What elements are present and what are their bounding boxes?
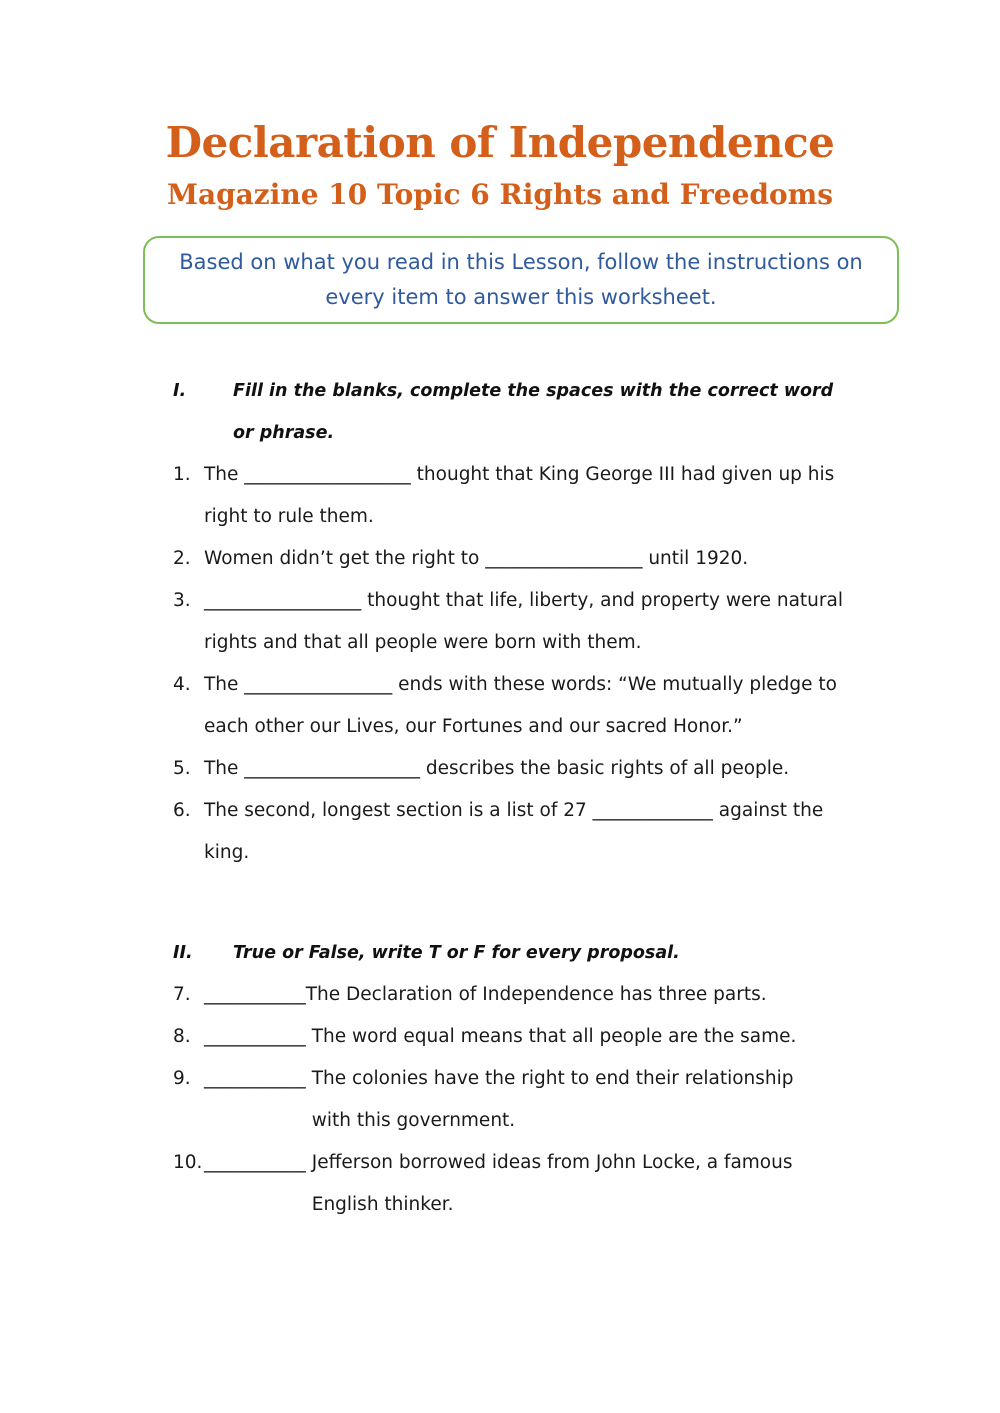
item-text: The colonies have the right to end their relationship with this government. <box>311 1068 794 1131</box>
fill-in-item-2 <box>173 538 864 580</box>
item-text: The word equal means that all people are the same. <box>311 1026 797 1047</box>
worksheet-subtitle: Magazine 10 Topic 6 Rights and Freedoms <box>166 178 834 211</box>
answer-blank: ___________ <box>204 1068 306 1089</box>
section-2-heading-text: True or False, write T or F for every proposal. <box>233 943 680 963</box>
item-text: The Declaration of Independence has three parts. <box>305 984 767 1005</box>
item-number: 1. <box>173 464 191 485</box>
instructions-text: Based on what you read in this Lesson, follow the instructions on every item to answer this worksheet. <box>179 250 863 309</box>
item-number: 10. <box>173 1152 203 1173</box>
item-number: 5. <box>173 758 191 779</box>
fill-in-item-3 <box>173 580 864 664</box>
section-2-numeral: II. <box>173 943 193 963</box>
item-number: 3. <box>173 590 191 611</box>
item-number: 7. <box>173 984 191 1005</box>
item-text: The ________________ ends with these words: “We mutually pledge to each other our Lives, our Fortunes and our sacred Honor.” <box>204 674 837 737</box>
instructions-box <box>143 236 899 324</box>
fill-in-item-4 <box>173 664 864 748</box>
item-text: _________________ thought that life, liberty, and property were natural rights and that all people were born with them. <box>204 590 843 653</box>
item-body <box>204 974 864 1016</box>
item-number: 2. <box>173 548 191 569</box>
item-body <box>204 1016 864 1058</box>
item-text: Women didn’t get the right to _________________ until 1920. <box>204 548 749 569</box>
true-false-item-7 <box>173 974 864 1016</box>
item-body <box>204 1058 864 1142</box>
item-number: 4. <box>173 674 191 695</box>
true-false-item-10 <box>173 1142 864 1226</box>
section-1-heading <box>173 370 853 454</box>
item-text: The __________________ thought that King George III had given up his right to rule them. <box>204 464 835 527</box>
fill-in-item-6 <box>173 790 864 874</box>
section-1-heading-text: Fill in the blanks, complete the spaces with the correct word or phrase. <box>233 381 834 443</box>
section-1-numeral: I. <box>173 381 187 401</box>
item-number: 8. <box>173 1026 191 1047</box>
answer-blank: ___________ <box>204 984 306 1005</box>
section-2-heading <box>173 932 853 974</box>
answer-blank: ___________ <box>204 1152 306 1173</box>
item-number: 6. <box>173 800 191 821</box>
item-text: Jefferson borrowed ideas from John Locke, a famous English thinker. <box>311 1152 793 1215</box>
worksheet-title: Declaration of Independence <box>165 118 835 167</box>
true-false-item-9 <box>173 1058 864 1142</box>
item-text: The second, longest section is a list of 27 _____________ against the king. <box>204 800 824 863</box>
item-text: The ___________________ describes the basic rights of all people. <box>204 758 790 779</box>
item-number: 9. <box>173 1068 191 1089</box>
fill-in-item-1 <box>173 454 864 538</box>
answer-blank: ___________ <box>204 1026 306 1047</box>
fill-in-item-5 <box>173 748 864 790</box>
item-body <box>204 1142 864 1226</box>
true-false-item-8 <box>173 1016 864 1058</box>
